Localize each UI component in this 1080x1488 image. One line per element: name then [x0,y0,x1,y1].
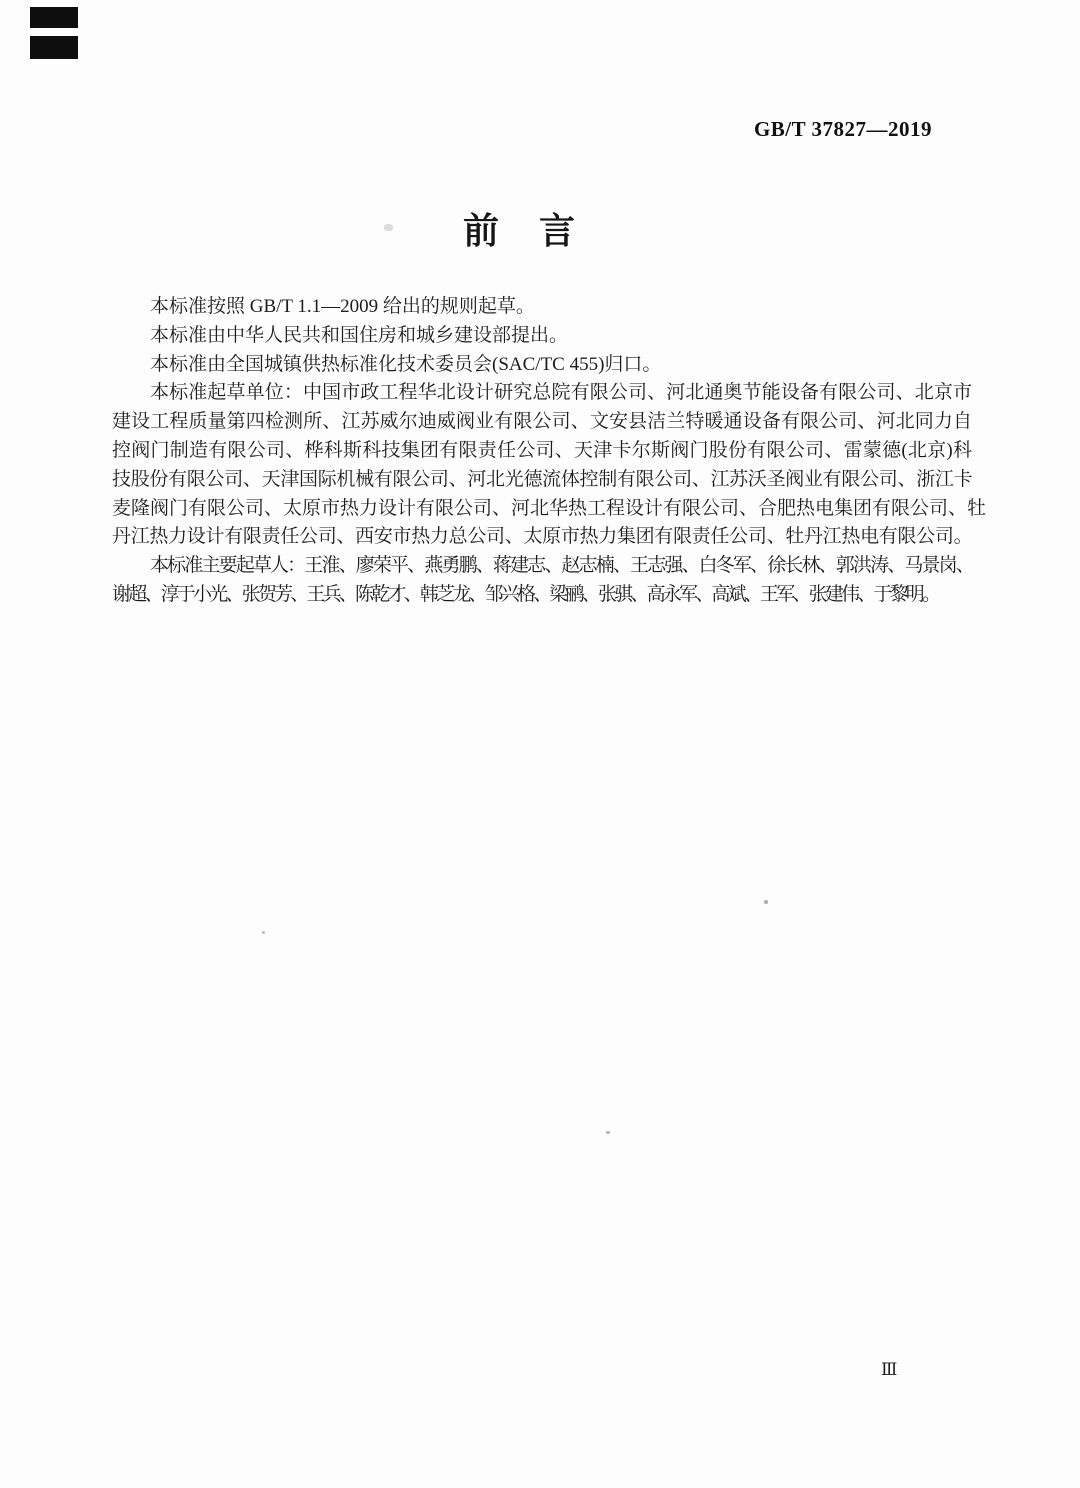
scan-speck [384,224,393,231]
text-line: 本标准主要起草人：王淮、廖荣平、燕勇鹏、蒋建志、赵志楠、王志强、白冬军、徐长林、郭洪涛、马景岗、 [150,555,972,577]
scan-speck [764,900,768,904]
text-line: 丹江热力设计有限责任公司、西安市热力总公司、太原市热力集团有限责任公司、牡丹江热电有限公司。 [112,526,972,548]
foreword-body [112,293,987,610]
text-line: 技股份有限公司、天津国际机械有限公司、河北光德流体控制有限公司、江苏沃圣阀业有限公司、浙江卡 [112,468,972,490]
text-line: 控阀门制造有限公司、桦科斯科技集团有限责任公司、天津卡尔斯阀门股份有限公司、雷蒙德(北京)科 [112,439,972,461]
scan-binding-mark-top [30,7,78,28]
text-line: 本标准由全国城镇供热标准化技术委员会(SAC/TC 455)归口。 [150,353,662,375]
text-line: 麦隆阀门有限公司、太原市热力设计有限公司、河北华热工程设计有限公司、合肥热电集团有限公司、牡 [112,497,987,519]
text-line: 本标准按照 GB/T 1.1—2009 给出的规则起草。 [150,296,535,317]
scan-speck [262,931,265,934]
page-number: Ⅲ [881,1360,898,1379]
standard-number: GB/T 37827—2019 [753,117,932,141]
text-line: 本标准由中华人民共和国住房和城乡建设部提出。 [150,324,569,346]
foreword-title: 前 言 [462,210,577,251]
scan-binding-mark-bottom [30,36,78,59]
text-line: 本标准起草单位：中国市政工程华北设计研究总院有限公司、河北通奥节能设备有限公司、北京市 [150,382,972,404]
text-line: 建设工程质量第四检测所、江苏威尔迪威阀业有限公司、文安县洁兰特暖通设备有限公司、河北同力自 [112,411,972,433]
text-line: 谢超、淳于小光、张贺芳、王兵、陈乾才、韩芝龙、邹兴格、梁鹂、张骐、高永军、高斌、王军、张建伟、于黎明。 [112,583,939,605]
scan-speck [606,1131,610,1134]
